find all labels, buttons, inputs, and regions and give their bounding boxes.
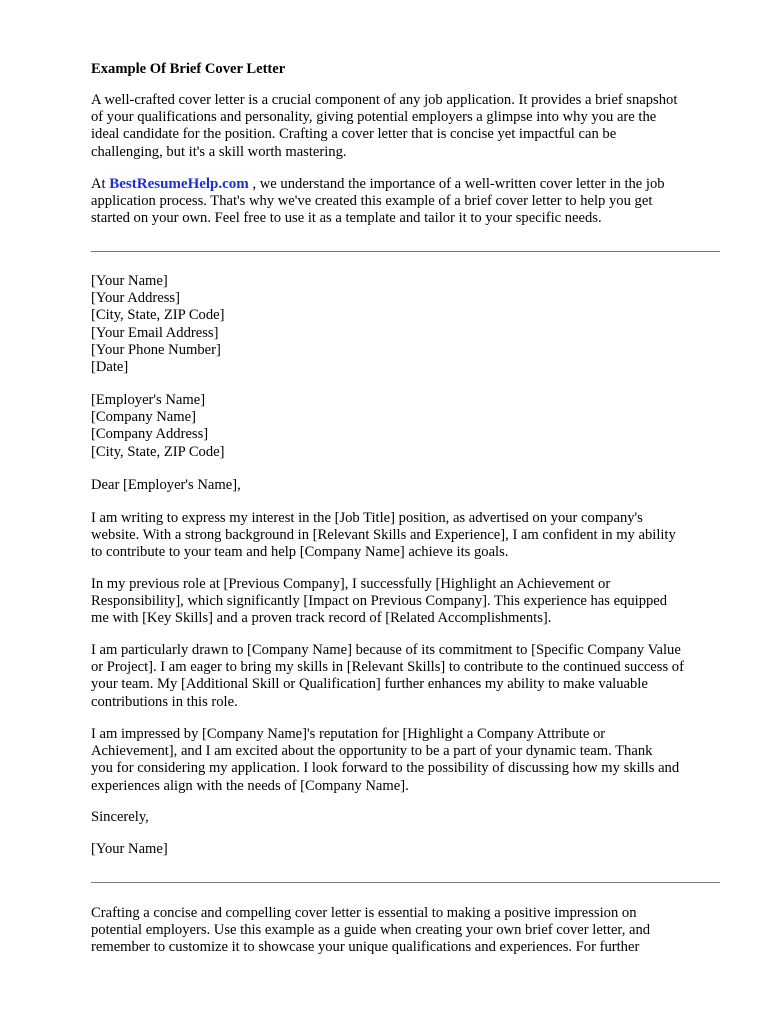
recipient-line: [Employer's Name]: [91, 392, 206, 408]
sender-line: [Date]: [91, 359, 129, 376]
brand-paragraph: [91, 176, 731, 228]
intro-line: challenging, but it's a skill worth mastering.: [91, 143, 347, 160]
brand-prefix: At: [91, 176, 110, 192]
body-line: I am particularly drawn to [Company Name] because of its commitment to [Specific Company Value: [91, 642, 681, 658]
sender-address-block: [91, 273, 731, 376]
footer-line: potential employers. Use this example as a guide when creating your own brief cover letter, and: [91, 922, 651, 939]
body-line: contributions in this role.: [91, 693, 238, 710]
body-line: I am impressed by [Company Name]'s reputation for [Highlight a Company Attribute or: [91, 726, 606, 742]
brand-line: application process. That's why we've created this example of a brief cover letter to help you get: [91, 193, 653, 210]
body-paragraph-4: [91, 726, 731, 795]
signature: [Your Name]: [91, 841, 168, 857]
salutation: Dear [Employer's Name],: [91, 477, 241, 493]
footer-line: Crafting a concise and compelling cover letter is essential to making a positive impression on: [91, 905, 637, 921]
sender-line: [Your Address]: [91, 290, 180, 307]
body-line: Achievement], and I am excited about the opportunity to be a part of your dynamic team. Thank: [91, 743, 653, 760]
recipient-line: [Company Address]: [91, 426, 209, 443]
footer-paragraph: [91, 905, 731, 957]
body-line: or Project]. I am eager to bring my skills in [Relevant Skills] to contribute to the continued success of: [91, 659, 684, 676]
body-line: website. With a strong background in [Relevant Skills and Experience], I am confident in my ability: [91, 527, 676, 544]
footer-line: remember to customize it to showcase your unique qualifications and experiences. For further: [91, 939, 640, 956]
sender-line: [Your Name]: [91, 273, 168, 289]
sender-line: [Your Email Address]: [91, 324, 219, 341]
sender-line: [Your Phone Number]: [91, 341, 221, 358]
brand-link[interactable]: BestResumeHelp.com: [109, 176, 249, 192]
intro-line: A well-crafted cover letter is a crucial component of any job application. It provides a brief snapshot: [91, 92, 678, 108]
body-paragraph-1: [91, 510, 731, 562]
body-line: me with [Key Skills] and a proven track record of [Related Accomplishments].: [91, 610, 552, 627]
sender-line: [City, State, ZIP Code]: [91, 307, 225, 324]
intro-line: of your qualifications and personality, giving potential employers a glimpse into why you are the: [91, 109, 657, 126]
intro-line: ideal candidate for the position. Crafting a cover letter that is concise yet impactful can be: [91, 126, 617, 143]
recipient-line: [Company Name]: [91, 409, 196, 426]
body-paragraph-2: [91, 576, 731, 628]
body-line: Responsibility], which significantly [Impact on Previous Company]. This experience has equipped: [91, 593, 668, 610]
document-title: Example Of Brief Cover Letter: [91, 61, 286, 77]
brand-line: [91, 176, 731, 193]
recipient-address-block: [91, 392, 731, 461]
intro-paragraph: [91, 92, 731, 161]
body-line: In my previous role at [Previous Company], I successfully [Highlight an Achievement or: [91, 576, 611, 592]
divider: [91, 882, 720, 883]
recipient-line: [City, State, ZIP Code]: [91, 443, 225, 460]
body-line: your team. My [Additional Skill or Qualification] further enhances my ability to make valuable: [91, 676, 648, 693]
brand-line-suffix: , we understand the importance of a well-written cover letter in the job: [248, 176, 665, 192]
body-line: to contribute to your team and help [Company Name] achieve its goals.: [91, 544, 509, 561]
closing: Sincerely,: [91, 809, 149, 825]
body-line: experiences align with the needs of [Company Name].: [91, 777, 409, 794]
brand-line: started on your own. Feel free to use it as a template and tailor it to your specific needs.: [91, 210, 602, 227]
body-line: I am writing to express my interest in the [Job Title] position, as advertised on your company's: [91, 510, 643, 526]
divider: [91, 251, 720, 252]
body-paragraph-3: [91, 642, 731, 711]
body-line: you for considering my application. I look forward to the possibility of discussing how my skills and: [91, 760, 680, 777]
